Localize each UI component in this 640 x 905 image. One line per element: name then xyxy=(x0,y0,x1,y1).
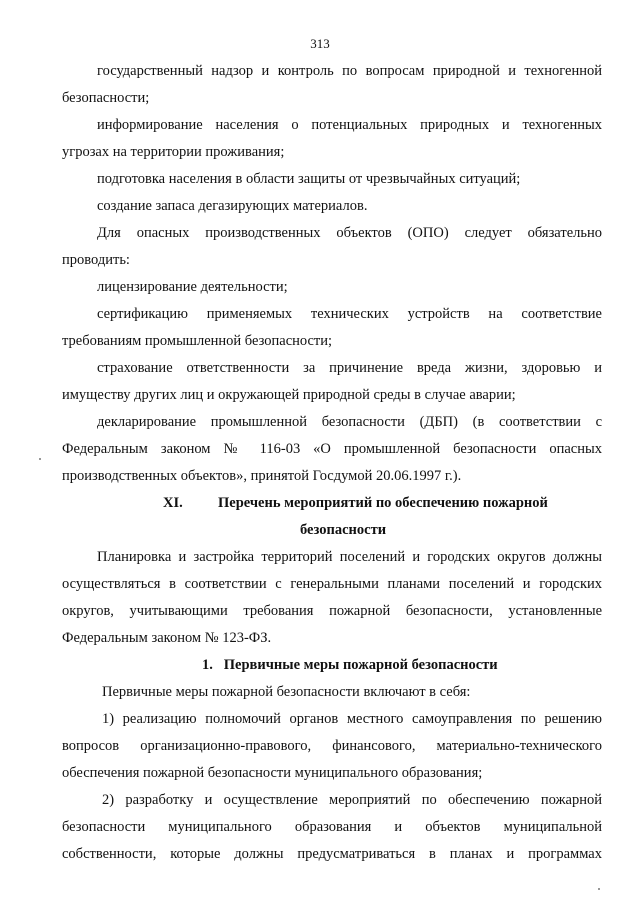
text-line: Федеральным законом № 116-03 «О промышленной безопасности опасных xyxy=(62,441,602,457)
text-line: имуществу других лиц и окружающей природной среды в случае аварии; xyxy=(62,387,516,403)
text-line: округов, учитывающими требования пожарной безопасности, установленные xyxy=(62,603,602,619)
text-line: угрозах на территории проживания; xyxy=(62,144,285,160)
text-line: подготовка населения в области защиты от чрезвычайных ситуаций; xyxy=(97,171,521,187)
text-line: собственности, которые должны предусматриваться в планах и программах xyxy=(62,846,602,862)
text-line: Планировка и застройка территорий поселений и городских округов должны xyxy=(97,549,602,565)
text-line: обеспечения пожарной безопасности муниципального образования; xyxy=(62,765,483,781)
text-line: требованиям промышленной безопасности; xyxy=(62,333,333,349)
text-line: 2) разработку и осуществление мероприятий по обеспечению пожарной xyxy=(102,792,602,808)
text-line: безопасности муниципального образования и объектов муниципальной xyxy=(62,819,602,835)
text-line: Федеральным законом № 123-ФЗ. xyxy=(62,630,272,646)
text-line: государственный надзор и контроль по вопросам природной и техногенной xyxy=(97,63,602,79)
section-title: Перечень мероприятий по обеспечению пожарной xyxy=(218,495,548,511)
scan-speck xyxy=(598,888,600,890)
text-line: лицензирование деятельности; xyxy=(97,279,288,295)
text-line: создание запаса дегазирующих материалов. xyxy=(97,198,368,214)
text-line: декларирование промышленной безопасности (ДБП) (в соответствии с xyxy=(97,414,602,430)
subsection-title: 1. Первичные меры пожарной безопасности xyxy=(202,657,498,673)
text-line: страхование ответственности за причинение вреда жизни, здоровью и xyxy=(97,360,602,376)
text-line: производственных объектов», принятой Госдумой 20.06.1997 г.). xyxy=(62,468,462,484)
text-line: информирование населения о потенциальных природных и техногенных xyxy=(97,117,602,133)
text-line: Для опасных производственных объектов (ОПО) следует обязательно xyxy=(97,225,602,241)
section-title-continued: безопасности xyxy=(300,522,387,538)
text-line: осуществляться в соответствии с генеральными планами поселений и городских xyxy=(62,576,602,592)
text-line: сертификацию применяемых технических устройств на соответствие xyxy=(97,306,602,322)
text-line: безопасности; xyxy=(62,90,150,106)
page-number: 313 xyxy=(310,36,330,51)
text-line: Первичные меры пожарной безопасности включают в себя: xyxy=(102,684,471,700)
text-line: 1) реализацию полномочий органов местного самоуправления по решению xyxy=(102,711,602,727)
text-line: проводить: xyxy=(62,252,130,268)
text-line: вопросов организационно-правового, финансового, материально-технического xyxy=(62,738,602,754)
scan-speck xyxy=(39,458,41,460)
section-number: XI. xyxy=(163,495,183,511)
